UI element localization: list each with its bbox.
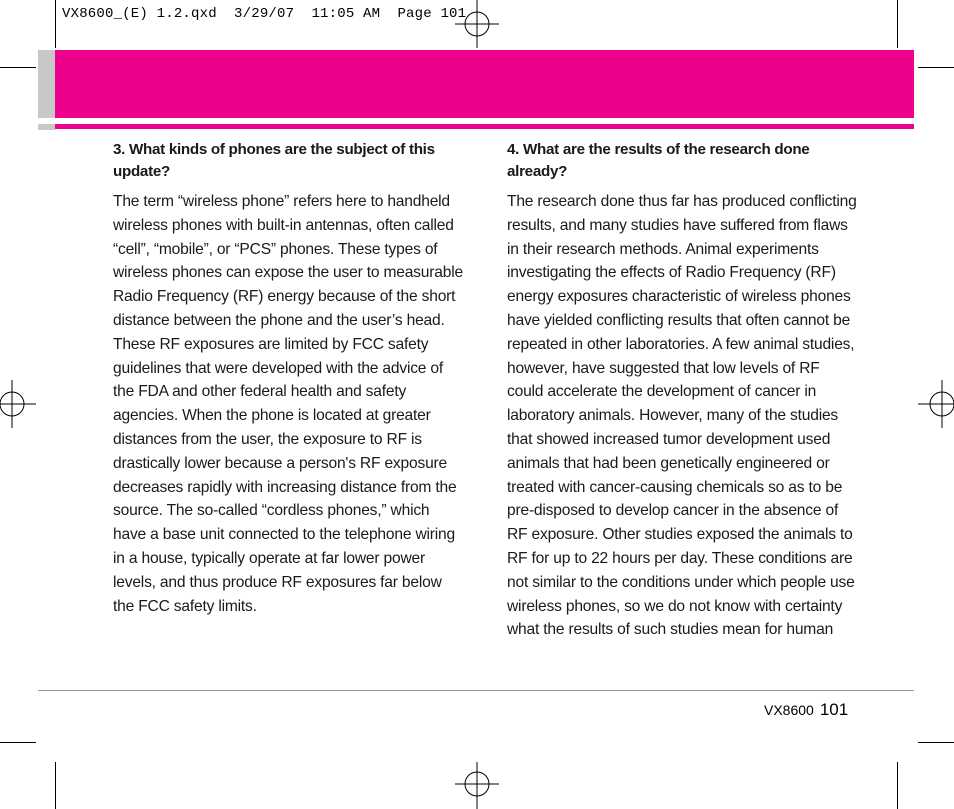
header-gray-tab: [38, 50, 55, 118]
page-number: 101: [819, 700, 849, 719]
header-gray-rule: [38, 124, 55, 130]
body-paragraph: The term “wireless phone” refers here to handheld wireless phones with built-in antennas, often called “cell”, “mobile”, or “PCS” phones. These types of wireless phones can expose the user to measurable Radio Frequency (RF) energy because of the short distance between the phone and the user’s head.: [113, 193, 463, 329]
header-magenta-rule: [55, 124, 914, 129]
registration-mark-bottom: [455, 762, 499, 809]
body-paragraph: These RF exposures are limited by FCC safety guidelines that were developed with the advice of the FDA and other federal health and safety agencies. When the phone is located at greater distances from the user, the exposure to RF is drastically lower because a person's RF exposure decreases rapidly with increasing distance from the source. The so-called “cordless phones,” which have a base unit connected to the telephone wiring in a house, typically operate at far lower power levels, and thus produce RF exposures far below the FCC safety limits.: [113, 335, 457, 615]
body-paragraph: The research done thus far has produced conflicting results, and many studies have suffered from flaws in their research methods. Animal experiments investigating the effects of Radio Frequency (RF) energy exposures characteristic of wireless phones have yielded conflicting results that often cannot be repeated in other laboratories. A few animal studies, however, have suggested that low levels of RF could accelerate the development of cancer in laboratory animals. However, many of the studies that showed increased tumor development used animals that had been genetically engineered or treated with cancer-causing chemicals so as to be pre-disposed to develop cancer in the absence of RF exposure. Other studies exposed the animals to RF for up to 22 hours per day. These conditions are not similar to the conditions under which people use wireless phones, so we do not know with certainty what the results of such studies mean for human: [507, 193, 857, 639]
registration-mark-left: [0, 380, 36, 428]
left-column: [113, 139, 465, 618]
right-column: [507, 139, 859, 642]
footer-model: VX8600: [764, 702, 814, 718]
header-magenta-band: [55, 50, 914, 118]
print-slug: VX8600_(E) 1.2.qxd 3/29/07 11:05 AM Page 101: [62, 6, 467, 22]
footer-rule: [38, 690, 914, 691]
section-heading-4: 4. What are the results of the research done already?: [507, 141, 810, 180]
page-footer: [764, 700, 848, 720]
registration-mark-top: [455, 0, 499, 48]
registration-mark-right: [918, 380, 954, 428]
section-heading-3: 3. What kinds of phones are the subject of this update?: [113, 141, 435, 180]
